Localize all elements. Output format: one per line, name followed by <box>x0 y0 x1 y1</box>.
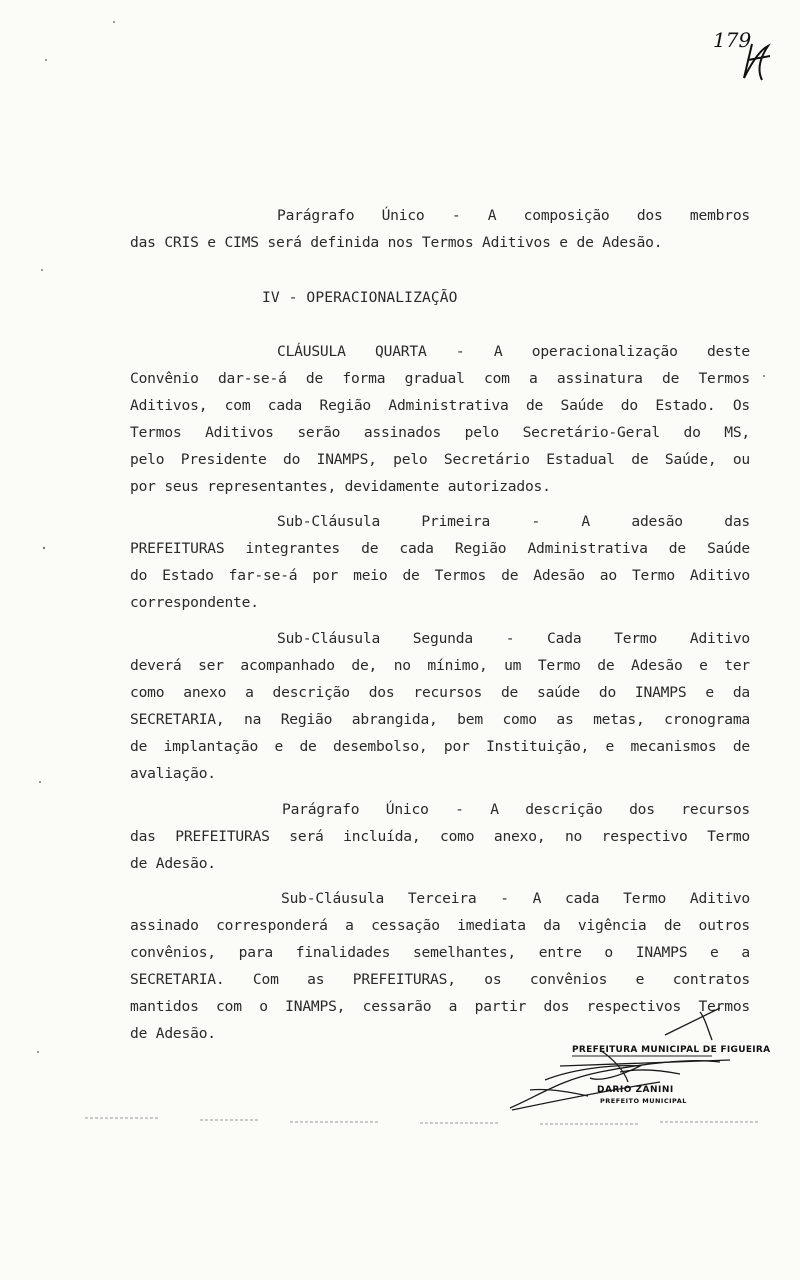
paragraph-6-line-5: mantidos com o INAMPS, cessarão a partir dos respectivos Termos <box>130 998 750 1015</box>
initials-mark <box>744 44 770 80</box>
paragraph-2-line-5: pelo Presidente do INAMPS, pelo Secretário Estadual de Saúde, ou <box>130 451 750 468</box>
paragraph-2-line-2: Convênio dar-se-á de forma gradual com a assinatura de Termos <box>130 370 750 387</box>
paragraph-4-line-3: como anexo a descrição dos recursos de saúde do INAMPS e da <box>130 684 750 701</box>
paragraph-3-line-2: PREFEITURAS integrantes de cada Região Administrativa de Saúde <box>130 540 750 557</box>
paragraph-3-line-1: Sub-Cláusula Primeira - A adesão das <box>277 513 750 530</box>
paragraph-5-line-3: de Adesão. <box>130 855 216 872</box>
paragraph-4-line-6: avaliação. <box>130 765 216 782</box>
paragraph-6-line-4: SECRETARIA. Com as PREFEITURAS, os convênios e contratos <box>130 971 750 988</box>
paragraph-6-line-2: assinado corresponderá a cessação imediata da vigência de outros <box>130 917 750 934</box>
paragraph-6-line-3: convênios, para finalidades semelhantes, entre o INAMPS e a <box>130 944 750 961</box>
paragraph-6-line-1: Sub-Cláusula Terceira - A cada Termo Aditivo <box>281 890 750 907</box>
paragraph-6-line-6: de Adesão. <box>130 1025 216 1042</box>
paragraph-2-line-4: Termos Aditivos serão assinados pelo Secretário-Geral do MS, <box>130 424 750 441</box>
paragraph-2-line-1: CLÁUSULA QUARTA - A operacionalização deste <box>277 343 750 360</box>
section-heading: IV - OPERACIONALIZAÇÃO <box>262 289 458 306</box>
paragraph-4-line-1: Sub-Cláusula Segunda - Cada Termo Aditivo <box>277 630 750 647</box>
stamp-name: DARIO ZANINI <box>597 1085 674 1095</box>
paragraph-2-line-3: Aditivos, com cada Região Administrativa de Saúde do Estado. Os <box>130 397 750 414</box>
paragraph-2-line-6: por seus representantes, devidamente autorizados. <box>130 478 551 495</box>
stamp-municipality: PREFEITURA MUNICIPAL DE FIGUEIRA <box>572 1045 771 1055</box>
page-number: 179 <box>713 28 752 52</box>
paragraph-5-line-1: Parágrafo Único - A descrição dos recursos <box>282 801 750 818</box>
paragraph-3-line-4: correspondente. <box>130 594 259 611</box>
signature <box>510 1008 730 1110</box>
paragraph-1-line-1: Parágrafo Único - A composição dos membros <box>277 207 750 224</box>
paragraph-4-line-2: deverá ser acompanhado de, no mínimo, um Termo de Adesão e ter <box>130 657 750 674</box>
paragraph-4-line-5: de implantação e de desembolso, por Instituição, e mecanismos de <box>130 738 750 755</box>
paragraph-5-line-2: das PREFEITURAS será incluída, como anexo, no respectivo Termo <box>130 828 750 845</box>
scan-artifacts <box>85 1118 760 1124</box>
stamp-role: PREFEITO MUNICIPAL <box>600 1097 687 1105</box>
margin-specks <box>37 21 765 1053</box>
paragraph-4-line-4: SECRETARIA, na Região abrangida, bem como as metas, cronograma <box>130 711 750 728</box>
paragraph-3-line-3: do Estado far-se-á por meio de Termos de Adesão ao Termo Aditivo <box>130 567 750 584</box>
paragraph-1-line-2: das CRIS e CIMS será definida nos Termos Aditivos e de Adesão. <box>130 234 663 251</box>
